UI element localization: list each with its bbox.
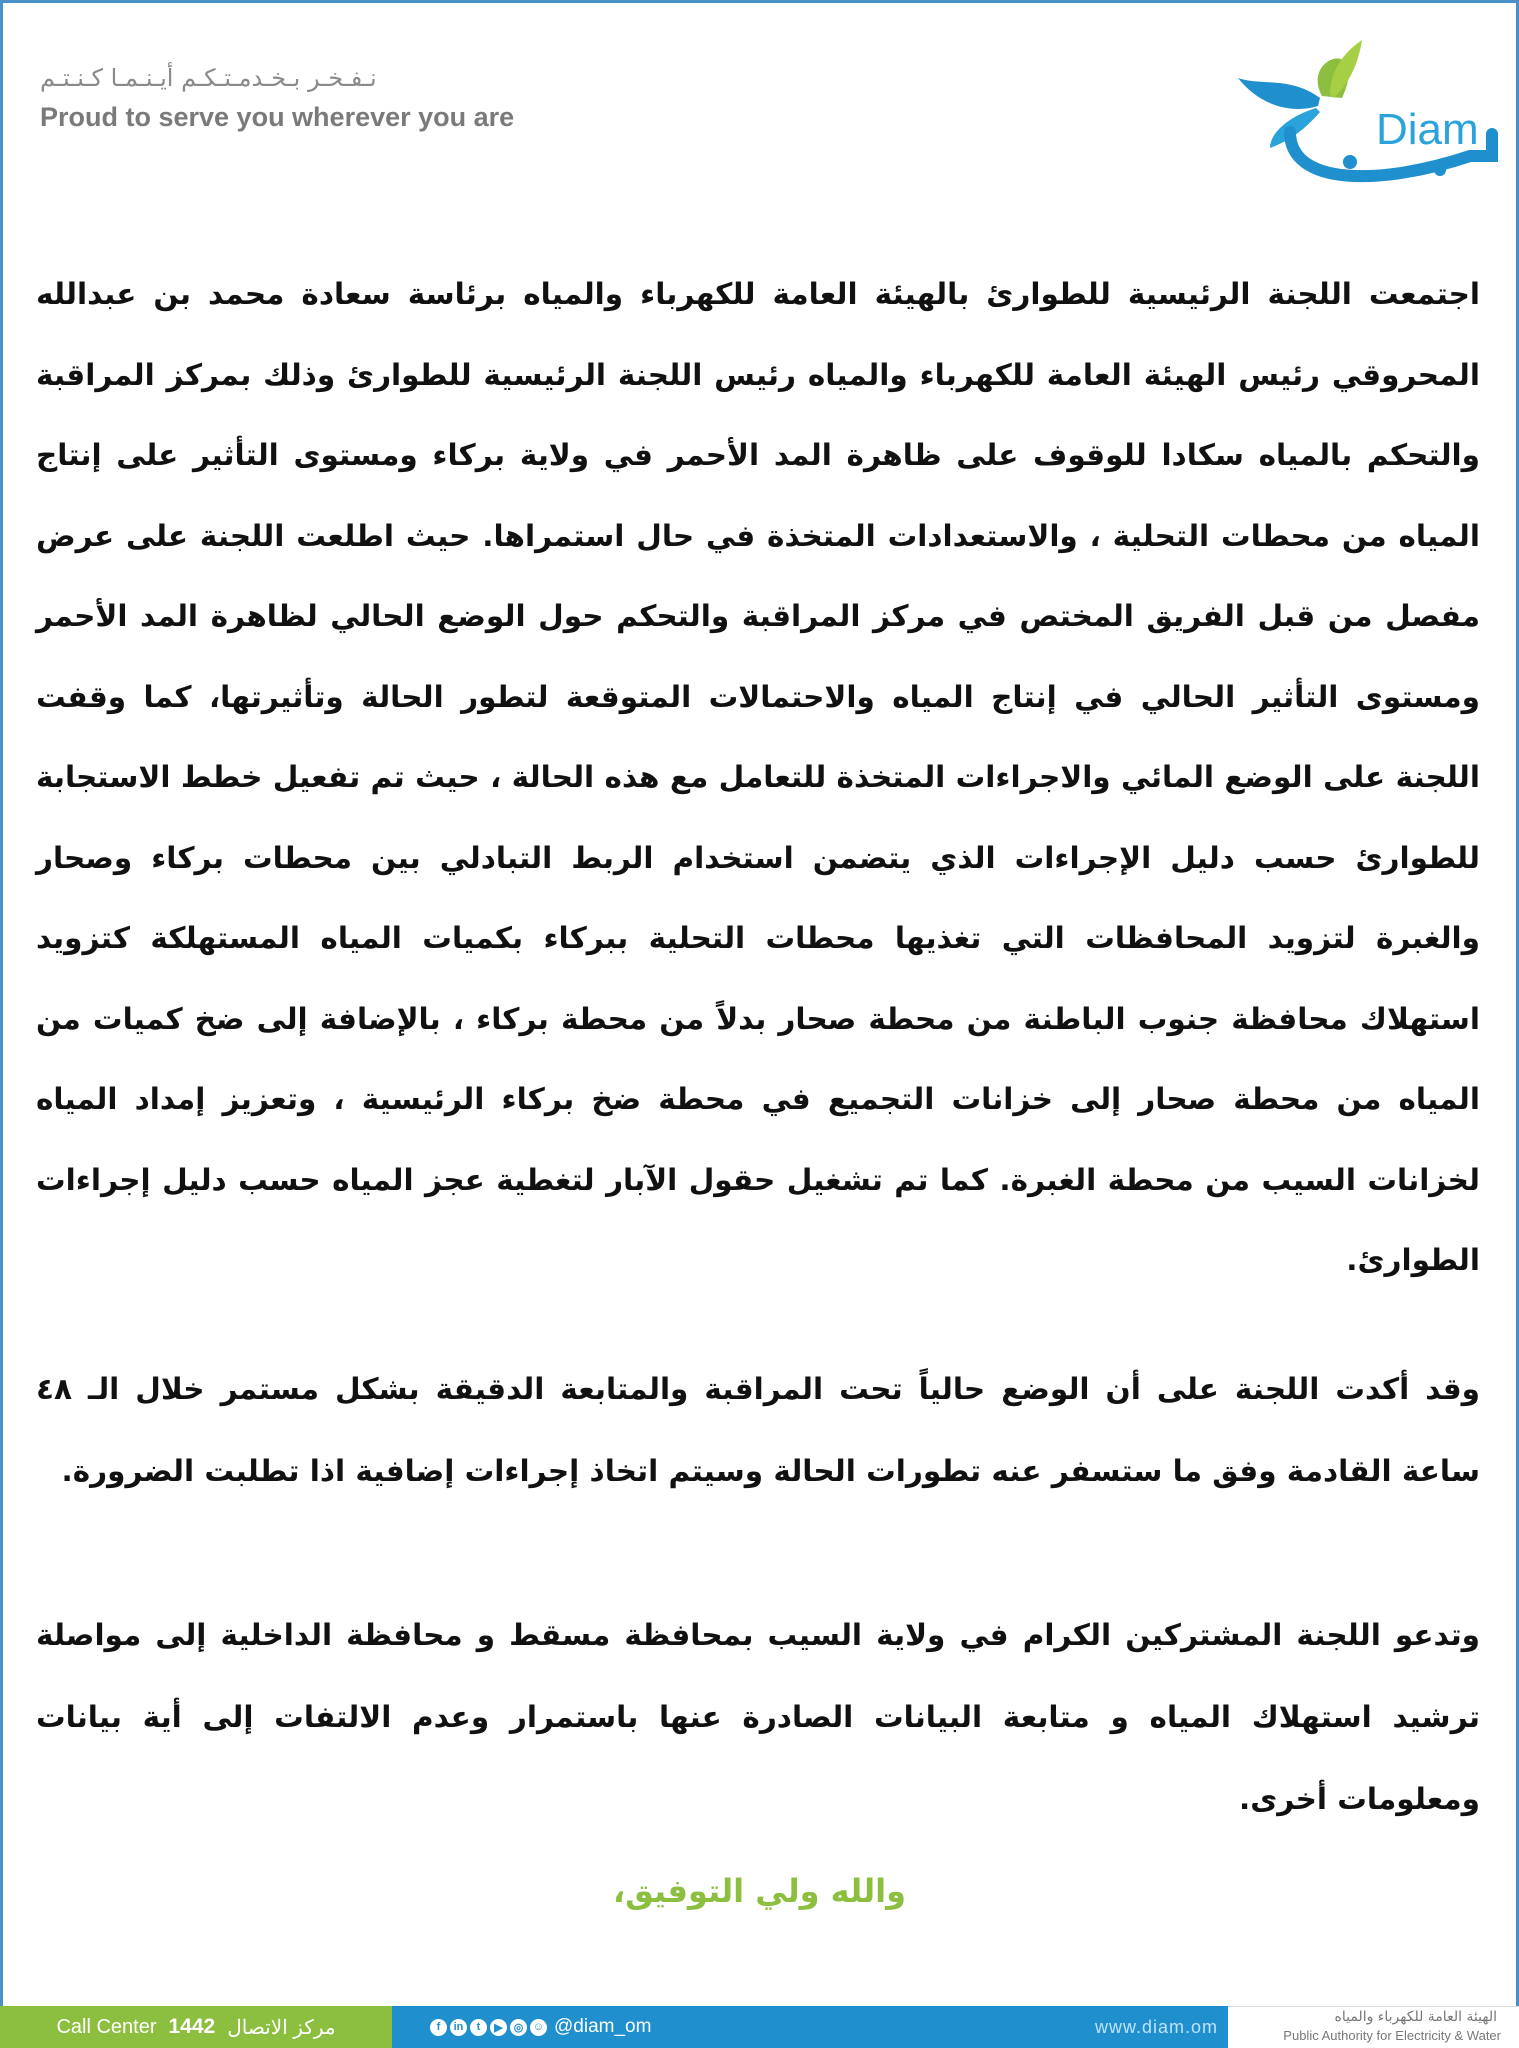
logo-dot-2 xyxy=(1434,164,1446,176)
call-center-label-arabic: مركز الاتصال xyxy=(227,2016,336,2039)
website-link[interactable]: www.diam.om xyxy=(1094,2016,1218,2037)
call-center-label: Call Center xyxy=(56,2015,157,2038)
social-block xyxy=(392,2006,1228,2048)
paragraph-2: وقد أكدت اللجنة على أن الوضع حالياً تحت المراقبة والمتابعة الدقيقة بشكل مستمر خلال الـ ٤٨ ساعة القادمة وفق ما ستسفر عنه تطورات الحالة وسيتم اتخاذ إجراءات إضافية اذا تطلبت الضرورة. xyxy=(36,1372,1480,1488)
logo-wing-left xyxy=(1238,78,1320,109)
twitter-icon[interactable]: t xyxy=(470,2019,487,2036)
instagram-icon[interactable]: ◎ xyxy=(510,2019,527,2036)
diam-logo xyxy=(1230,36,1500,186)
authority-block xyxy=(1228,2006,1519,2048)
authority-name-arabic: الهيئة العامة للكهرباء والمياه xyxy=(1334,2009,1497,2025)
call-center-block xyxy=(0,2006,392,2048)
social-handle[interactable]: @diam_om xyxy=(554,2016,652,2037)
social-links xyxy=(430,2016,651,2038)
linkedin-icon[interactable]: in xyxy=(450,2019,467,2036)
youtube-icon[interactable]: ▶ xyxy=(490,2019,507,2036)
snapchat-icon[interactable]: ☺ xyxy=(530,2019,547,2036)
facebook-icon[interactable]: f xyxy=(430,2019,447,2036)
authority-name-english: Public Authority for Electricity & Water xyxy=(1283,2028,1501,2043)
paragraph-3: وتدعو اللجنة المشتركين الكرام في ولاية السيب بمحافظة مسقط و محافظة الداخلية إلى مواصلة ترشيد استهلاك المياه و متابعة البيانات الصادرة عنها باستمرار وعدم الالتفات إلى أية بيانات ومعلومات أخرى. xyxy=(36,1618,1480,1816)
slogan xyxy=(40,64,515,133)
closing-line: والله ولي التوفيق، xyxy=(612,1872,907,1910)
diam-logo-graphic xyxy=(1230,36,1500,186)
paragraph-1: اجتمعت اللجنة الرئيسية للطوارئ بالهيئة العامة للكهرباء والمياه برئاسة سعادة محمد بن عبدالله المحروقي رئيس الهيئة العامة للكهرباء والمياه رئيس اللجنة الرئيسية للطوارئ وذلك بمركز المراقبة والتحكم بالمياه سكادا للوقوف على ظاهرة المد الأحمر في ولاية بركاء ومستوى التأثير على إنتاج المياه من محطات التحلية ، والاستعدادات المتخذة في حال استمراها. حيث اطلعت اللجنة على عرض مفصل من قبل الفريق المختص في مركز المراقبة والتحكم حول الوضع الحالي لظاهرة المد الأحمر ومستوى التأثير الحالي في إنتاج المياه والاحتمالات المتوقعة لتطور الحالة وتأثيرتها، كما وقفت اللجنة على الوضع المائي والاجراءات المتخذة للتعامل مع هذه الحالة ، حيث تم تفعيل خطط الاستجابة للطوارئ حسب دليل الإجراءات الذي يتضمن استخدام الربط التبادلي بين محطات بركاء وصحار والغبرة لتزويد المحافظات التي تغذيها محطات التحلية ببركاء بكميات المياه المستهلكة كتزويد استهلاك محافظة جنوب الباطنة من محطة صحار بدلاً من محطة بركاء ، بالإضافة إلى ضخ كميات من المياه من محطة صحار إلى خزانات التجميع في محطة ضخ بركاء الرئيسية ، وتعزيز إمداد المياه لخزانات السيب من محطة الغبرة. كما تم تشغيل حقول الآبار لتغطية عجز المياه حسب دليل إجراءات الطوارئ. xyxy=(36,277,1480,1277)
slogan-arabic: نـفـخـر بـخـدمـتـكـم أيـنـمـا كـنـتـم xyxy=(40,64,377,92)
call-center-number[interactable]: 1442 xyxy=(168,2015,216,2038)
slogan-english: Proud to serve you wherever you are xyxy=(40,102,515,132)
logo-latin-text: Diam xyxy=(1376,105,1479,154)
logo-dot xyxy=(1343,155,1357,169)
footer xyxy=(0,2006,1519,2048)
